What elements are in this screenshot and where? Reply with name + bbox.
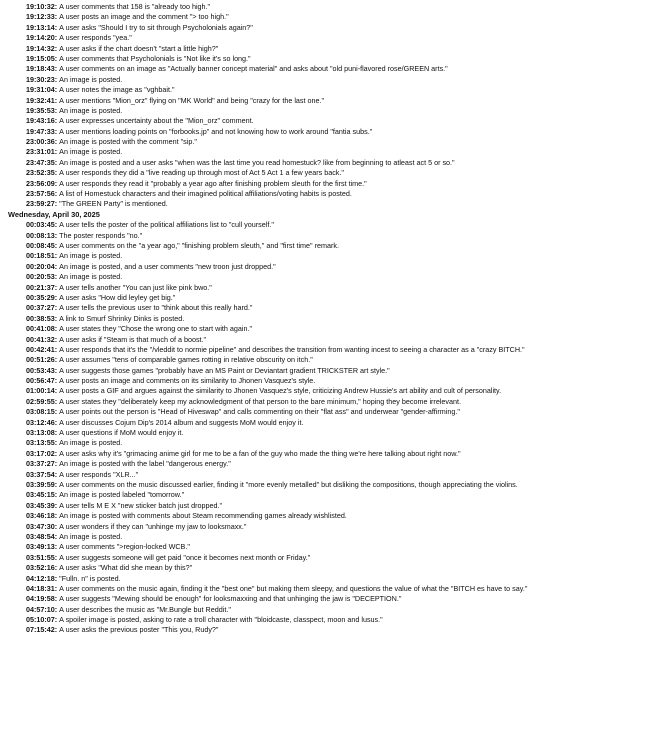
- entry-timestamp: 00:21:37: [26, 282, 55, 292]
- entry-timestamp: 19:14:32: [26, 43, 55, 53]
- log-entry: [26, 335, 661, 345]
- log-entry: [26, 303, 661, 313]
- entry-text: A user comments that 158 is "already too high.": [59, 2, 211, 11]
- entry-text: A user responds "yea.": [59, 33, 132, 43]
- timestamp-separator: :: [54, 386, 60, 396]
- log-entry: [26, 584, 661, 594]
- entry-timestamp: 03:13:08: [26, 428, 55, 438]
- entry-timestamp: 00:41:32: [26, 334, 55, 344]
- timestamp-separator: :: [54, 137, 60, 147]
- entry-text: An image is posted.: [59, 272, 123, 282]
- entry-text: A user asks "How did leyley get big.": [59, 292, 176, 302]
- log-entry: [26, 522, 661, 532]
- entry-text: A user responds that it's the "/vleddit to normie pipeline" and describes the transition from wanting incest to seeing a character as a "crazy BITCH.": [59, 344, 525, 354]
- timestamp-separator: :: [54, 563, 60, 573]
- log-entry: [26, 12, 661, 22]
- log-entry: [26, 563, 661, 573]
- entry-text: An image is posted with the comment "sip.": [59, 137, 197, 147]
- timestamp-separator: :: [54, 282, 60, 292]
- log-entry: [26, 574, 661, 584]
- timestamp-separator: :: [54, 251, 60, 261]
- log-entry: [26, 168, 661, 178]
- entry-timestamp: 19:14:20: [26, 33, 55, 43]
- log-entry: [26, 127, 661, 137]
- entry-text: A user asks why it's "grimacing anime girl for me to be a fan of the guy who made the thing we're here talking about right now.": [59, 448, 461, 458]
- entry-text: A user suggests someone will get paid "once it becomes next month or Friday.": [59, 552, 311, 562]
- timestamp-separator: :: [54, 241, 60, 250]
- log-entry: [26, 158, 661, 168]
- timestamp-separator: :: [54, 116, 60, 126]
- timestamp-separator: :: [54, 178, 60, 188]
- entry-timestamp: 00:41:08: [26, 324, 55, 334]
- entry-timestamp: 00:18:51: [26, 251, 55, 261]
- log-entry: [26, 594, 661, 604]
- timestamp-separator: :: [54, 12, 60, 22]
- entry-text: A list of Homestuck characters and their imagined political affiliations/voting habits is posted.: [59, 189, 352, 199]
- entry-timestamp: 23:47:35: [26, 157, 55, 167]
- timestamp-separator: :: [54, 147, 60, 157]
- entry-timestamp: 03:47:30: [26, 521, 55, 531]
- log-entry: [26, 283, 661, 293]
- entry-text: An image is posted.: [59, 74, 123, 84]
- entry-text: An image is posted with comments about Steam recommending games already wishlisted.: [59, 511, 347, 521]
- log-entry: [26, 231, 661, 241]
- timestamp-separator: :: [54, 53, 60, 63]
- timestamp-separator: :: [54, 428, 60, 438]
- log-entry: [26, 64, 661, 74]
- entry-timestamp: 23:00:36: [26, 137, 55, 147]
- entry-text: A user posts an image and comments on its similarity to Jhonen Vasquez's style.: [59, 376, 316, 386]
- entry-timestamp: 07:15:42: [26, 625, 55, 635]
- log-entry: [26, 470, 661, 480]
- entry-text: An image is posted.: [59, 147, 123, 157]
- entry-text: "Fulln. n" is posted.: [59, 573, 121, 583]
- entry-text: A user comments on an image as "Actually banner concept material" and asks about "old puni-flavored rose/GREEN arts.": [59, 64, 448, 74]
- log-entry: [26, 386, 661, 396]
- day-heading: Wednesday, April 30, 2025: [8, 209, 100, 219]
- entry-timestamp: 00:37:27: [26, 303, 55, 313]
- entry-text: An image is posted, and a user comments "new troon just dropped.": [59, 261, 276, 271]
- log-entry: [26, 449, 661, 459]
- entry-timestamp: 19:10:32: [26, 2, 55, 11]
- entry-text: A user comments on the music again, finding it the "best one" but making them sleepy, and questions the value of what the "BITCH es have to say.": [59, 583, 528, 593]
- entry-text: A user tells the previous user to "think about this really hard.": [59, 303, 253, 313]
- entry-timestamp: 03:49:13: [26, 542, 55, 552]
- entry-timestamp: 00:56:47: [26, 376, 55, 386]
- entry-timestamp: 23:56:09: [26, 178, 55, 188]
- entry-text: An image is posted.: [59, 251, 123, 261]
- log-entry: [26, 324, 661, 334]
- entry-text: A user asks if the chart doesn't "start a little high?": [59, 43, 219, 53]
- entry-text: A user describes the music as "Mr.Bungle but Reddit.": [59, 604, 231, 614]
- timestamp-separator: :: [54, 168, 60, 178]
- entry-text: A user responds "XLR...": [59, 469, 139, 479]
- entry-timestamp: 03:39:59: [26, 479, 55, 489]
- entry-text: A user asks if "Steam is that much of a boost.": [59, 334, 207, 344]
- entry-text: A user responds they read it "probably a year ago after finishing problem sleuth for the first time.": [59, 178, 367, 188]
- timestamp-separator: :: [54, 344, 60, 354]
- log-entry: [26, 293, 661, 303]
- entry-text: A user asks the previous poster "This you, Rudy?": [59, 625, 219, 635]
- log-entry: [26, 262, 661, 272]
- entry-text: A user posts a GIF and argues against the similarity to Jhonen Vasquez's style, criticizing Andrew Hussie's art ability and cult of personality.: [59, 386, 502, 396]
- timestamp-separator: :: [54, 157, 60, 167]
- entry-timestamp: 19:30:23: [26, 74, 55, 84]
- timestamp-separator: :: [54, 105, 60, 115]
- entry-text: A user responds they did a "live reading up through most of Act 5 Act 1 a few years back.": [59, 168, 344, 178]
- entry-text: A user tells M E X "new sticker batch just dropped.": [59, 500, 223, 510]
- entry-timestamp: 19:12:33: [26, 12, 55, 22]
- log-entry: [26, 85, 661, 95]
- log-entry: [26, 33, 661, 43]
- entry-timestamp: 19:32:41: [26, 95, 55, 105]
- log-entry: [26, 480, 661, 490]
- log-entry: [26, 314, 661, 324]
- timestamp-separator: :: [54, 490, 60, 500]
- timestamp-separator: :: [54, 438, 60, 448]
- log-entry: [26, 428, 661, 438]
- entry-timestamp: 19:18:43: [26, 64, 55, 74]
- entry-text: A user suggests "Mewing should be enough" for looksmaxxing and that unhinging the jaw is "DECEPTION.": [59, 594, 402, 604]
- entry-text: A user points out the person is "Head of Hiveswap" and calls commenting on their "flat ass" and underwear "gender-affirming.": [59, 407, 460, 417]
- entry-text: An image is posted.: [59, 105, 123, 115]
- timestamp-separator: :: [54, 407, 60, 417]
- entry-timestamp: 19:35:53: [26, 105, 55, 115]
- entry-text: A user comments that Psycholonials is "Not like it's so long.": [59, 53, 251, 63]
- timestamp-separator: :: [54, 552, 60, 562]
- timestamp-separator: :: [54, 95, 60, 105]
- log-entry: [26, 625, 661, 635]
- log-entry: [26, 251, 661, 261]
- entry-timestamp: 04:18:31: [26, 583, 55, 593]
- timestamp-separator: :: [54, 417, 60, 427]
- timestamp-separator: :: [54, 189, 60, 199]
- entry-timestamp: 03:12:46: [26, 417, 55, 427]
- timestamp-separator: :: [54, 126, 60, 136]
- entry-timestamp: 19:31:04: [26, 85, 55, 95]
- entry-text: A user notes the image as "vghbait.": [59, 85, 175, 95]
- entry-text: A user questions if MoM would enjoy it.: [59, 428, 184, 438]
- timestamp-separator: :: [54, 334, 60, 344]
- entry-text: A user expresses uncertainty about the "Mion_orz" comment.: [59, 116, 254, 126]
- entry-timestamp: 03:52:16: [26, 563, 55, 573]
- timestamp-separator: :: [54, 22, 60, 32]
- log-entry: [26, 532, 661, 542]
- timestamp-separator: :: [54, 604, 60, 614]
- entry-timestamp: 00:53:43: [26, 365, 55, 375]
- log-entry: [26, 418, 661, 428]
- log-entry: [26, 355, 661, 365]
- log-entry: [26, 407, 661, 417]
- entry-text: An image is posted and a user asks "when was the last time you read homestuck? like from beginning to atleast act 5 or so.": [59, 157, 455, 167]
- log-entry: [26, 542, 661, 552]
- entry-text: A user wonders if they can "unhinge my jaw to looksmaxx.": [59, 521, 247, 531]
- log-entry: [26, 44, 661, 54]
- entry-timestamp: 00:38:53: [26, 313, 55, 323]
- log-entry: [26, 137, 661, 147]
- entry-text: A user comments ">region-locked WCB.": [59, 542, 190, 552]
- entry-text: An image is posted.: [59, 531, 123, 541]
- log-entry: [26, 241, 661, 251]
- entry-timestamp: 23:59:27: [26, 199, 55, 209]
- log-entry: [26, 272, 661, 282]
- timestamp-separator: :: [54, 542, 60, 552]
- entry-list: [8, 220, 661, 636]
- entry-timestamp: 00:20:53: [26, 272, 55, 282]
- timestamp-separator: :: [54, 74, 60, 84]
- timestamp-separator: :: [54, 199, 60, 209]
- entry-text: A user comments on the "a year ago," "finishing problem sleuth," and "first time" remark.: [59, 241, 339, 250]
- timestamp-separator: :: [54, 448, 60, 458]
- timestamp-separator: :: [54, 272, 60, 282]
- entry-timestamp: 03:17:02: [26, 448, 55, 458]
- log-entry: [26, 189, 661, 199]
- entry-timestamp: 23:57:56: [26, 189, 55, 199]
- timestamp-separator: :: [54, 355, 60, 365]
- entry-text: A user comments on the music discussed earlier, finding it "more evenly metalled" but disliking the compositions, though appreciating the violins.: [59, 479, 518, 489]
- entry-timestamp: 01:00:14: [26, 386, 55, 396]
- log-entry: [26, 501, 661, 511]
- timestamp-separator: :: [54, 85, 60, 95]
- timestamp-separator: :: [54, 261, 60, 271]
- entry-timestamp: 19:15:05: [26, 53, 55, 63]
- log-entry: [26, 23, 661, 33]
- log-entry: [26, 199, 661, 209]
- entry-text: A user states they "Chose the wrong one to start with again.": [59, 324, 253, 334]
- entry-timestamp: 19:43:16: [26, 116, 55, 126]
- timestamp-separator: :: [54, 573, 60, 583]
- entry-text: An image is posted.: [59, 438, 123, 448]
- timestamp-separator: :: [54, 303, 60, 313]
- log-entry: [26, 438, 661, 448]
- log-entry: [26, 605, 661, 615]
- timestamp-separator: :: [54, 64, 60, 74]
- entry-timestamp: 05:10:07: [26, 615, 55, 625]
- timestamp-separator: :: [54, 469, 60, 479]
- entry-timestamp: 00:51:26: [26, 355, 55, 365]
- entry-timestamp: 03:08:15: [26, 407, 55, 417]
- timestamp-separator: :: [54, 625, 60, 635]
- timestamp-separator: :: [54, 583, 60, 593]
- entry-text: A user asks "Should I try to sit through Psycholonials again?": [59, 22, 253, 32]
- entry-timestamp: 19:47:33: [26, 126, 55, 136]
- timestamp-separator: :: [54, 479, 60, 489]
- timestamp-separator: :: [54, 324, 60, 334]
- log-entry: [26, 397, 661, 407]
- log-entry: [26, 2, 661, 12]
- timestamp-separator: :: [54, 220, 60, 230]
- entry-timestamp: 00:03:45: [26, 220, 55, 230]
- entry-text: An image is posted with the label "dangerous energy.": [59, 459, 231, 469]
- log-entry: [26, 345, 661, 355]
- log-entry: [26, 179, 661, 189]
- entry-text: A user assumes "tens of comparable games rotting in relative obscurity on itch.": [59, 355, 313, 365]
- entry-text: A user mentions loading points on "forbooks.jp" and not knowing how to work around "fantia subs.": [59, 126, 373, 136]
- log-entry: [26, 553, 661, 563]
- log-entry: [26, 116, 661, 126]
- entry-text: The poster responds "no.": [59, 230, 143, 240]
- log-entry: [26, 511, 661, 521]
- timestamp-separator: :: [54, 292, 60, 302]
- entry-text: A user tells the poster of the political affiliations list to "cull yourself.": [59, 220, 274, 230]
- timestamp-separator: :: [54, 500, 60, 510]
- timestamp-separator: :: [54, 511, 60, 521]
- entry-timestamp: 23:31:01: [26, 147, 55, 157]
- timestamp-separator: :: [54, 313, 60, 323]
- log-entry: [26, 490, 661, 500]
- entry-timestamp: 00:20:04: [26, 261, 55, 271]
- timestamp-separator: :: [54, 43, 60, 53]
- entry-text: A user suggests those games "probably have an MS Paint or Deviantart gradient TRICKSTER art style.": [59, 365, 390, 375]
- log-entry: [26, 147, 661, 157]
- entry-timestamp: 04:57:10: [26, 604, 55, 614]
- entry-timestamp: 03:37:54: [26, 469, 55, 479]
- entry-text: A user mentions "Mion_orz" flying on "MK World" and being "crazy for the last one.": [59, 95, 325, 105]
- entry-timestamp: 00:08:45: [26, 241, 55, 250]
- entry-timestamp: 00:08:13: [26, 230, 55, 240]
- timestamp-separator: :: [54, 396, 60, 406]
- timestamp-separator: :: [54, 459, 60, 469]
- log-entry: [26, 106, 661, 116]
- entry-text: A spoiler image is posted, asking to rate a troll character with "bloidcaste, classpect, moon and lusus.": [59, 615, 383, 625]
- entry-text: An image is posted labeled "tomorrow.": [59, 490, 185, 500]
- timestamp-separator: :: [54, 594, 60, 604]
- timestamp-separator: :: [54, 230, 60, 240]
- entry-text: A user asks "What did she mean by this?": [59, 563, 193, 573]
- entry-timestamp: 00:35:29: [26, 292, 55, 302]
- entry-timestamp: 03:46:18: [26, 511, 55, 521]
- log-entry: [26, 366, 661, 376]
- entry-timestamp: 03:45:39: [26, 500, 55, 510]
- entry-timestamp: 03:37:27: [26, 459, 55, 469]
- timestamp-separator: :: [54, 33, 60, 43]
- timestamp-separator: :: [54, 521, 60, 531]
- entry-timestamp: 23:52:35: [26, 168, 55, 178]
- entry-text: "The GREEN Party" is mentioned.: [59, 199, 168, 209]
- entry-timestamp: 02:59:55: [26, 396, 55, 406]
- timestamp-separator: :: [54, 615, 60, 625]
- timestamp-separator: :: [54, 376, 60, 386]
- entry-timestamp: 03:45:15: [26, 490, 55, 500]
- entry-timestamp: 03:13:55: [26, 438, 55, 448]
- entry-timestamp: 04:19:58: [26, 594, 55, 604]
- timestamp-separator: :: [54, 531, 60, 541]
- entry-timestamp: 03:51:55: [26, 552, 55, 562]
- entry-timestamp: 19:13:14: [26, 22, 55, 32]
- log-entry: [26, 75, 661, 85]
- log-entry: [26, 54, 661, 64]
- log-entry: [26, 459, 661, 469]
- entry-timestamp: 04:12:18: [26, 573, 55, 583]
- entry-text: A user discusses Cojum Dip's 2014 album and suggests MoM would enjoy it.: [59, 417, 304, 427]
- timestamp-separator: :: [54, 2, 60, 11]
- entry-timestamp: 03:48:54: [26, 531, 55, 541]
- entry-text: A user states they "deliberately keep my acknowledgment of that person to the bare minimum," hoping they become irrelevant.: [59, 396, 461, 406]
- log-entry: [26, 96, 661, 106]
- entry-text: A user posts an image and the comment "> too high.": [59, 12, 229, 22]
- timestamp-separator: :: [54, 365, 60, 375]
- log-entry: [26, 220, 661, 230]
- entry-text: A user tells another "You can just like pink bwo.": [59, 282, 212, 292]
- entry-text: A link to Smurf Shrinky Dinks is posted.: [59, 313, 185, 323]
- log-entry: [26, 615, 661, 625]
- entry-timestamp: 00:42:41: [26, 344, 55, 354]
- entry-list: [8, 2, 661, 210]
- log-entry: [26, 376, 661, 386]
